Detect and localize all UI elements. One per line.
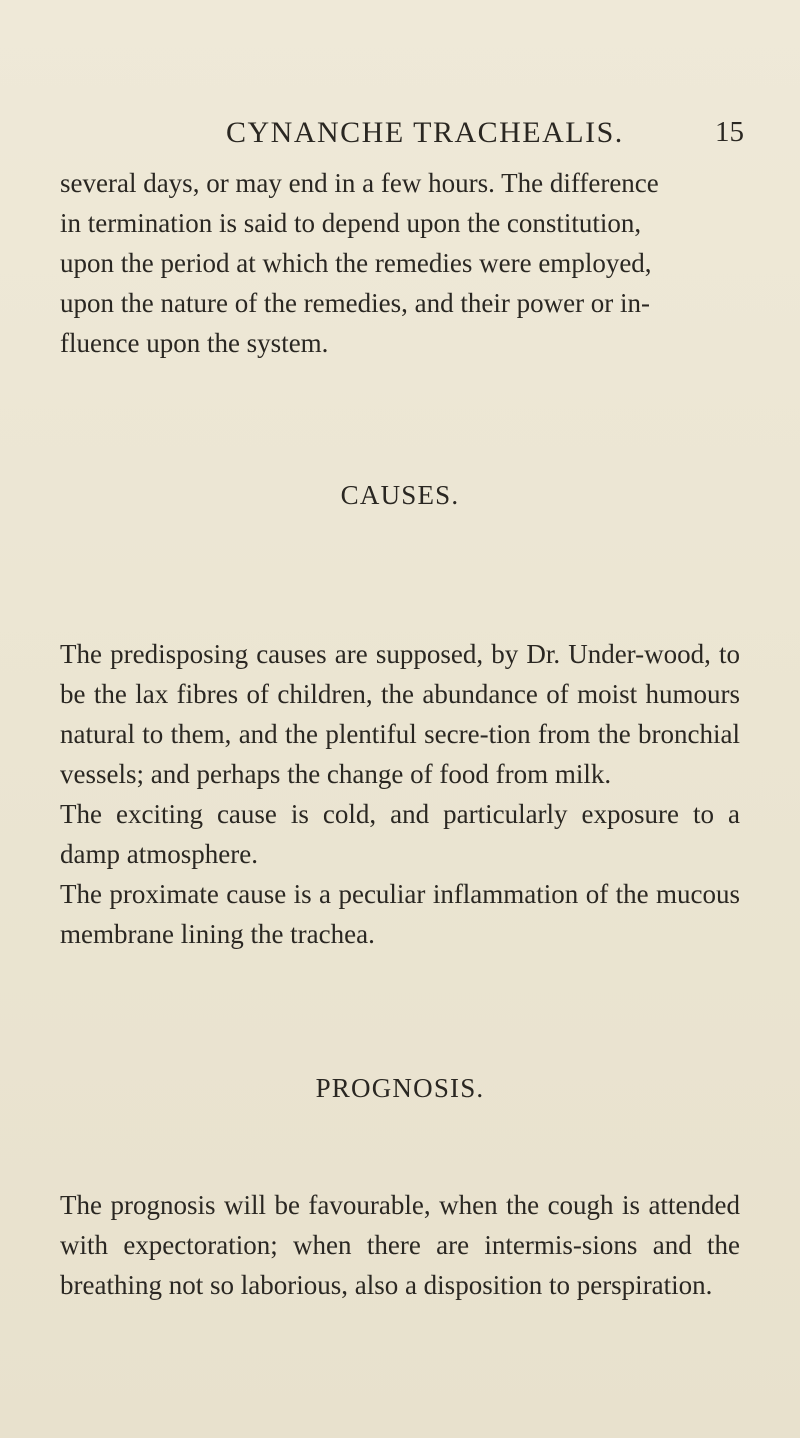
intro-line: upon the nature of the remedies, and their power or in-	[60, 288, 651, 318]
causes-text	[60, 634, 740, 954]
intro-line: upon the period at which the remedies were employed,	[60, 248, 652, 278]
causes-paragraph-proximate: The proximate cause is a peculiar inflammation of the mucous membrane lining the trachea.	[60, 879, 740, 949]
intro-line: several days, or may end in a few hours. The difference	[60, 168, 659, 198]
running-head: CYNANCHE TRACHEALIS.	[226, 116, 624, 149]
causes-paragraph-exciting: The exciting cause is cold, and particularly exposure to a damp atmosphere.	[60, 799, 740, 869]
causes-heading: CAUSES.	[340, 480, 460, 510]
intro-line: in termination is said to depend upon the constitution,	[60, 208, 642, 238]
prognosis-paragraph: The prognosis will be favourable, when the cough is attended with expectoration; when there are intermis-sions and the breathing not so laborious, also a disposition to perspiration.	[60, 1190, 740, 1300]
intro-line: fluence upon the system.	[60, 328, 329, 358]
causes-paragraph-predisposing: The predisposing causes are supposed, by Dr. Under-wood, to be the lax fibres of children, the abundance of moist humours natural to them, and the plentiful secre-tion from the bronchial vessels; and perhaps the change of food from milk.	[60, 639, 740, 789]
intro-text	[60, 163, 740, 363]
page-number: 15	[715, 116, 744, 148]
page-header	[0, 116, 800, 156]
prognosis-text	[60, 1185, 740, 1305]
prognosis-heading: PROGNOSIS.	[315, 1073, 485, 1103]
